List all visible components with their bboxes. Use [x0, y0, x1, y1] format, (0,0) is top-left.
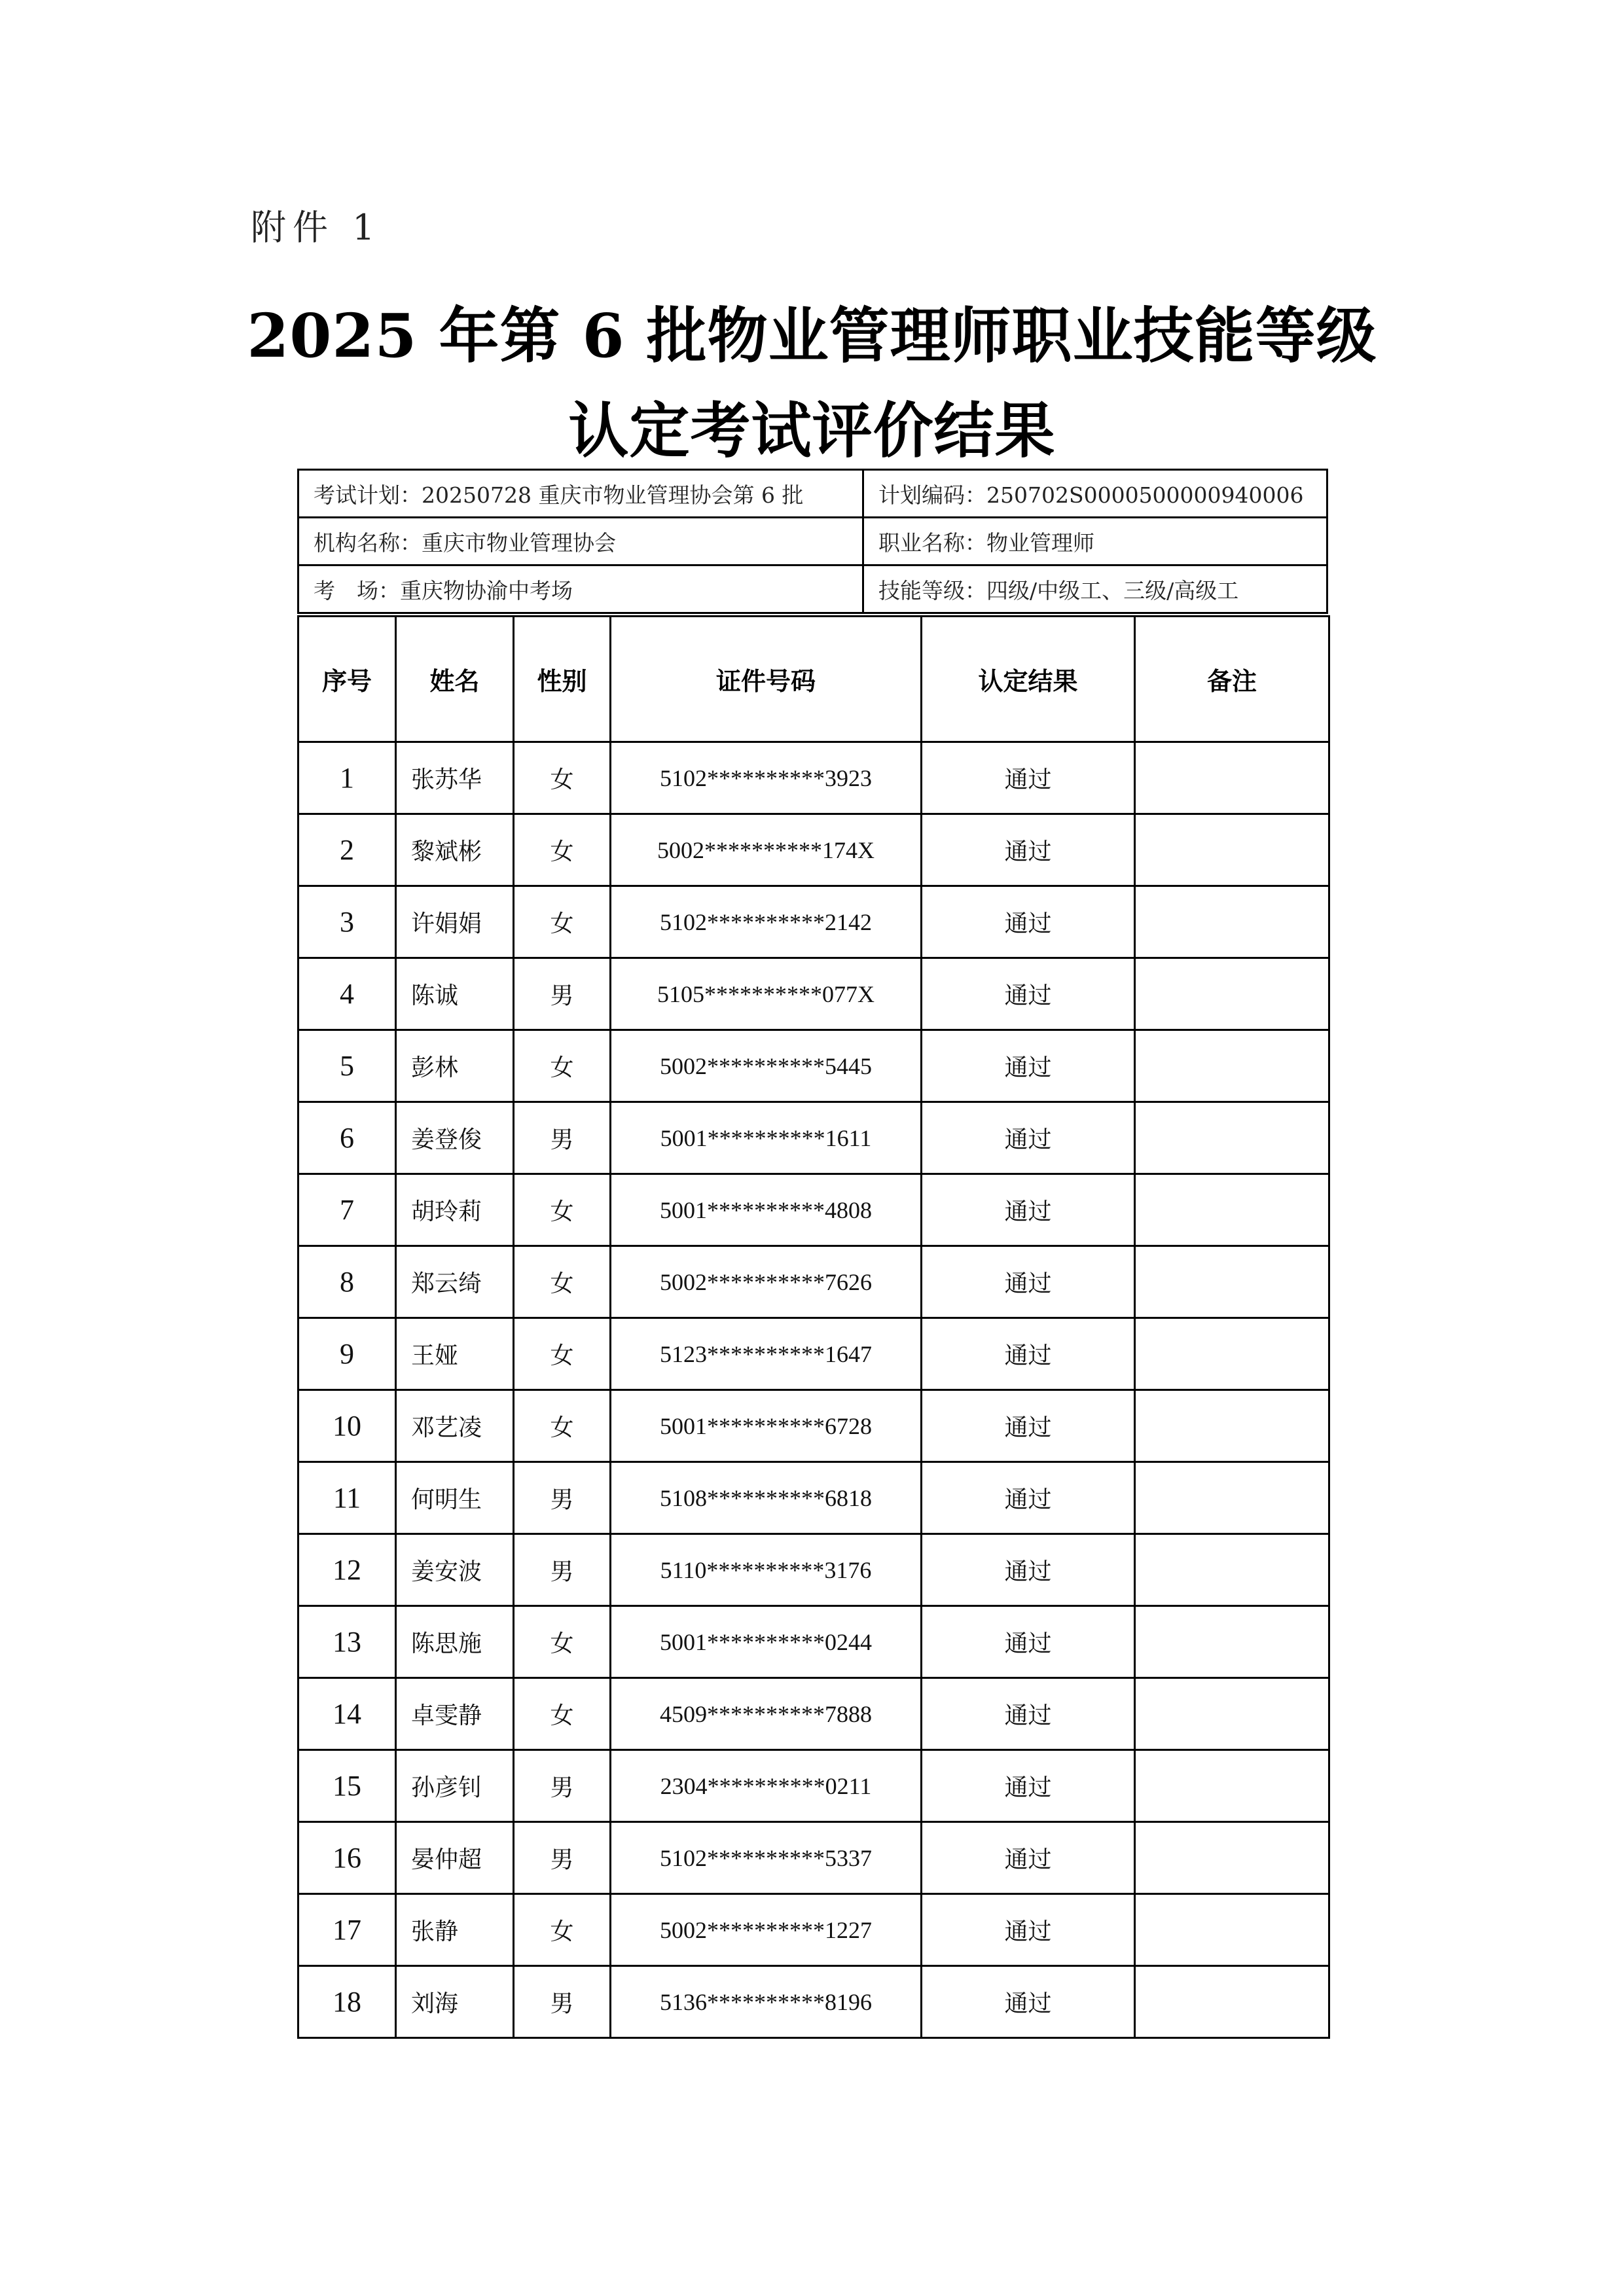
cell-name: 张静 — [396, 1894, 514, 1966]
cell-id-number: 5002**********7626 — [611, 1246, 922, 1318]
results-table — [297, 615, 1330, 2039]
cell-seq: 2 — [298, 814, 396, 886]
table-row — [298, 1390, 1329, 1462]
cell-id-number: 5102**********3923 — [611, 742, 922, 814]
cell-id-number: 5002**********1227 — [611, 1894, 922, 1966]
cell-seq: 9 — [298, 1318, 396, 1390]
occupation-name: 职业名称：物业管理师 — [863, 518, 1327, 565]
table-row — [298, 958, 1329, 1030]
document-title-line1: 2025 年第 6 批物业管理师职业技能等级 — [247, 300, 1377, 371]
cell-seq: 10 — [298, 1390, 396, 1462]
exam-plan: 考试计划：20250728 重庆市物业管理协会第 6 批 — [298, 470, 863, 518]
cell-note — [1135, 1390, 1329, 1462]
cell-id-number: 5002**********5445 — [611, 1030, 922, 1102]
cell-gender: 女 — [514, 1894, 611, 1966]
cell-name: 卓雯静 — [396, 1678, 514, 1750]
cell-note — [1135, 1462, 1329, 1534]
cell-gender: 男 — [514, 1966, 611, 2038]
cell-result: 通过 — [922, 886, 1135, 958]
cell-note — [1135, 1822, 1329, 1894]
cell-result: 通过 — [922, 1390, 1135, 1462]
col-header-result: 认定结果 — [922, 617, 1135, 742]
table-row — [298, 1102, 1329, 1174]
cell-note — [1135, 742, 1329, 814]
cell-result: 通过 — [922, 1822, 1135, 1894]
cell-id-number: 5110**********3176 — [611, 1534, 922, 1606]
cell-gender: 女 — [514, 1246, 611, 1318]
table-row — [298, 1678, 1329, 1750]
table-row — [298, 1822, 1329, 1894]
cell-note — [1135, 1246, 1329, 1318]
cell-gender: 女 — [514, 1030, 611, 1102]
cell-note — [1135, 1318, 1329, 1390]
cell-seq: 11 — [298, 1462, 396, 1534]
cell-id-number: 5108**********6818 — [611, 1462, 922, 1534]
cell-name: 孙彦钊 — [396, 1750, 514, 1822]
cell-gender: 女 — [514, 1174, 611, 1246]
cell-note — [1135, 1030, 1329, 1102]
cell-id-number: 5105**********077X — [611, 958, 922, 1030]
col-header-note: 备注 — [1135, 617, 1329, 742]
cell-seq: 7 — [298, 1174, 396, 1246]
cell-gender: 男 — [514, 1534, 611, 1606]
cell-result: 通过 — [922, 1606, 1135, 1678]
cell-seq: 4 — [298, 958, 396, 1030]
col-header-name: 姓名 — [396, 617, 514, 742]
cell-note — [1135, 1174, 1329, 1246]
cell-result: 通过 — [922, 1318, 1135, 1390]
table-row — [298, 1966, 1329, 2038]
cell-gender: 男 — [514, 1102, 611, 1174]
cell-result: 通过 — [922, 958, 1135, 1030]
cell-seq: 18 — [298, 1966, 396, 2038]
table-header-row — [298, 617, 1329, 742]
cell-result: 通过 — [922, 1030, 1135, 1102]
cell-note — [1135, 1966, 1329, 2038]
cell-result: 通过 — [922, 1534, 1135, 1606]
cell-gender: 女 — [514, 1318, 611, 1390]
cell-seq: 14 — [298, 1678, 396, 1750]
cell-name: 晏仲超 — [396, 1822, 514, 1894]
table-row — [298, 1174, 1329, 1246]
cell-name: 陈诚 — [396, 958, 514, 1030]
cell-seq: 12 — [298, 1534, 396, 1606]
cell-note — [1135, 814, 1329, 886]
cell-gender: 女 — [514, 1606, 611, 1678]
cell-id-number: 5123**********1647 — [611, 1318, 922, 1390]
cell-result: 通过 — [922, 1678, 1135, 1750]
cell-seq: 3 — [298, 886, 396, 958]
cell-result: 通过 — [922, 814, 1135, 886]
cell-note — [1135, 958, 1329, 1030]
table-row — [298, 1246, 1329, 1318]
cell-id-number: 5001**********1611 — [611, 1102, 922, 1174]
skill-level: 技能等级：四级/中级工、三级/高级工 — [863, 565, 1327, 613]
cell-gender: 女 — [514, 1390, 611, 1462]
exam-info-table — [297, 469, 1328, 614]
cell-result: 通过 — [922, 1102, 1135, 1174]
cell-seq: 6 — [298, 1102, 396, 1174]
cell-seq: 1 — [298, 742, 396, 814]
cell-name: 黎斌彬 — [396, 814, 514, 886]
info-row — [298, 518, 1327, 565]
cell-note — [1135, 1894, 1329, 1966]
info-row — [298, 565, 1327, 613]
annex-label: 附件 1 — [251, 207, 382, 248]
cell-id-number: 5001**********4808 — [611, 1174, 922, 1246]
info-row — [298, 470, 1327, 518]
cell-seq: 15 — [298, 1750, 396, 1822]
cell-note — [1135, 1606, 1329, 1678]
cell-id-number: 5001**********6728 — [611, 1390, 922, 1462]
document-title-line2: 认定考试评价结果 — [568, 395, 1056, 466]
cell-gender: 女 — [514, 886, 611, 958]
cell-seq: 5 — [298, 1030, 396, 1102]
cell-gender: 女 — [514, 814, 611, 886]
cell-gender: 男 — [514, 1462, 611, 1534]
cell-id-number: 5002**********174X — [611, 814, 922, 886]
cell-result: 通过 — [922, 1174, 1135, 1246]
cell-seq: 13 — [298, 1606, 396, 1678]
cell-result: 通过 — [922, 1750, 1135, 1822]
cell-name: 王娅 — [396, 1318, 514, 1390]
cell-name: 郑云绮 — [396, 1246, 514, 1318]
cell-seq: 8 — [298, 1246, 396, 1318]
cell-seq: 16 — [298, 1822, 396, 1894]
cell-name: 姜登俊 — [396, 1102, 514, 1174]
cell-name: 姜安波 — [396, 1534, 514, 1606]
org-name: 机构名称：重庆市物业管理协会 — [298, 518, 863, 565]
cell-gender: 男 — [514, 958, 611, 1030]
table-row — [298, 1606, 1329, 1678]
table-row — [298, 814, 1329, 886]
col-header-seq: 序号 — [298, 617, 396, 742]
cell-note — [1135, 1678, 1329, 1750]
cell-result: 通过 — [922, 1894, 1135, 1966]
cell-name: 刘海 — [396, 1966, 514, 2038]
table-row — [298, 742, 1329, 814]
col-header-id: 证件号码 — [611, 617, 922, 742]
cell-name: 张苏华 — [396, 742, 514, 814]
table-row — [298, 1030, 1329, 1102]
cell-id-number: 2304**********0211 — [611, 1750, 922, 1822]
cell-gender: 男 — [514, 1822, 611, 1894]
cell-seq: 17 — [298, 1894, 396, 1966]
cell-name: 彭林 — [396, 1030, 514, 1102]
cell-result: 通过 — [922, 1462, 1135, 1534]
cell-note — [1135, 1750, 1329, 1822]
cell-result: 通过 — [922, 1246, 1135, 1318]
cell-note — [1135, 886, 1329, 958]
exam-site: 考 场：重庆物协渝中考场 — [298, 565, 863, 613]
table-row — [298, 1318, 1329, 1390]
plan-code: 计划编码：250702S0000500000940006 — [863, 470, 1327, 518]
table-row — [298, 1534, 1329, 1606]
cell-id-number: 5001**********0244 — [611, 1606, 922, 1678]
cell-name: 邓艺凌 — [396, 1390, 514, 1462]
table-row — [298, 886, 1329, 958]
col-header-gender: 性别 — [514, 617, 611, 742]
cell-result: 通过 — [922, 1966, 1135, 2038]
table-row — [298, 1462, 1329, 1534]
cell-note — [1135, 1534, 1329, 1606]
cell-gender: 男 — [514, 1750, 611, 1822]
cell-result: 通过 — [922, 742, 1135, 814]
cell-id-number: 4509**********7888 — [611, 1678, 922, 1750]
cell-name: 何明生 — [396, 1462, 514, 1534]
cell-id-number: 5136**********8196 — [611, 1966, 922, 2038]
cell-note — [1135, 1102, 1329, 1174]
cell-id-number: 5102**********2142 — [611, 886, 922, 958]
table-row — [298, 1894, 1329, 1966]
cell-gender: 女 — [514, 742, 611, 814]
cell-name: 胡玲莉 — [396, 1174, 514, 1246]
table-row — [298, 1750, 1329, 1822]
cell-id-number: 5102**********5337 — [611, 1822, 922, 1894]
cell-name: 陈思施 — [396, 1606, 514, 1678]
cell-gender: 女 — [514, 1678, 611, 1750]
cell-name: 许娟娟 — [396, 886, 514, 958]
